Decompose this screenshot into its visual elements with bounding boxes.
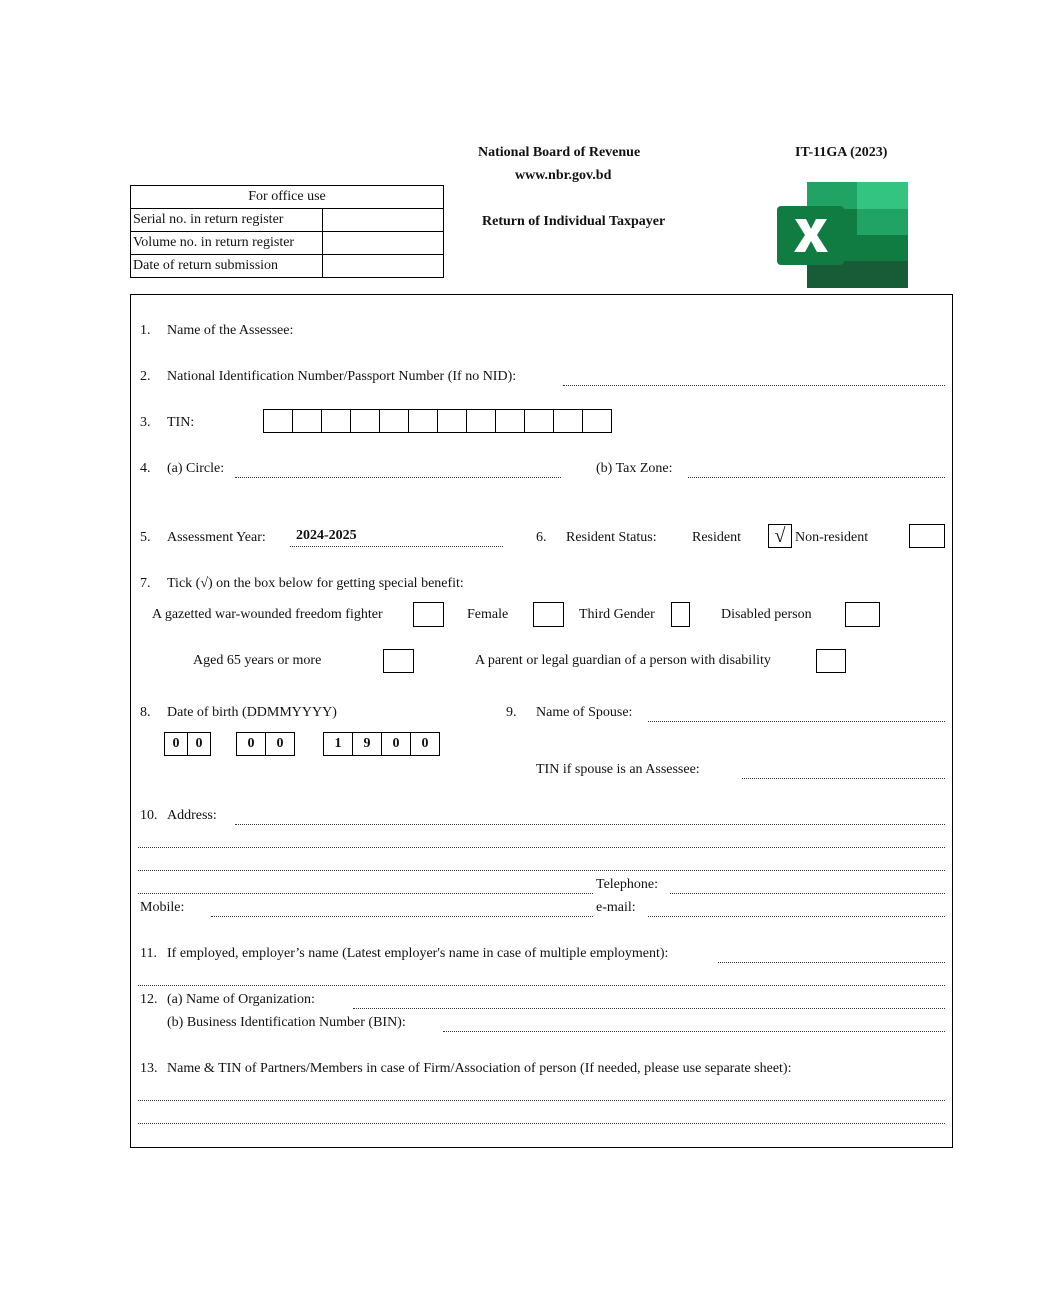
organization-name-label: (a) Name of Organization: — [167, 992, 315, 1007]
tax-zone-field[interactable] — [688, 477, 945, 478]
email-field[interactable] — [648, 916, 945, 917]
dob-digit[interactable]: 0 — [164, 732, 188, 756]
agency-website: www.nbr.gov.bd — [515, 168, 612, 183]
organization-name-field[interactable] — [353, 1008, 945, 1009]
telephone-field[interactable] — [670, 893, 945, 894]
item-number: 8. — [140, 705, 151, 720]
address-field-line[interactable] — [235, 824, 945, 825]
dob-digit[interactable]: 0 — [187, 732, 211, 756]
tin-digit-box[interactable] — [466, 409, 496, 433]
guardian-checkbox[interactable] — [816, 649, 846, 673]
volume-no-label: Volume no. in return register — [131, 232, 323, 255]
tin-input-boxes[interactable] — [263, 409, 612, 433]
tin-digit-box[interactable] — [292, 409, 322, 433]
item-number: 2. — [140, 369, 151, 384]
form-title: Return of Individual Taxpayer — [482, 214, 666, 229]
tin-digit-box[interactable] — [582, 409, 612, 433]
resident-checkbox[interactable]: √ — [768, 524, 792, 548]
excel-icon — [777, 182, 908, 288]
special-benefit-label: Tick (√) on the box below for getting special benefit: — [167, 576, 464, 591]
email-label: e-mail: — [596, 900, 636, 915]
item-number: 4. — [140, 461, 151, 476]
aged-65-label: Aged 65 years or more — [193, 653, 322, 668]
nid-field[interactable] — [563, 385, 945, 386]
volume-no-field[interactable] — [323, 232, 444, 255]
tin-digit-box[interactable] — [437, 409, 467, 433]
disabled-person-label: Disabled person — [721, 607, 812, 622]
bin-field[interactable] — [443, 1031, 945, 1032]
assessee-name-label: Name of the Assessee: — [167, 323, 294, 338]
dob-digit[interactable]: 0 — [381, 732, 411, 756]
female-label: Female — [467, 607, 509, 622]
tin-digit-box[interactable] — [379, 409, 409, 433]
mobile-label: Mobile: — [140, 900, 185, 915]
tax-zone-label: (b) Tax Zone: — [596, 461, 673, 476]
item-number: 7. — [140, 576, 151, 591]
serial-no-field[interactable] — [323, 209, 444, 232]
telephone-label: Telephone: — [596, 877, 658, 892]
assessment-year-field[interactable] — [290, 546, 503, 547]
tin-digit-box[interactable] — [553, 409, 583, 433]
item-number: 12. — [140, 992, 158, 1007]
form-code: IT-11GA (2023) — [795, 145, 888, 160]
assessment-year-value: 2024-2025 — [296, 528, 357, 543]
address-field-line[interactable] — [138, 893, 593, 894]
tin-digit-box[interactable] — [350, 409, 380, 433]
circle-field[interactable] — [235, 477, 561, 478]
dob-month-boxes[interactable] — [236, 732, 295, 756]
dob-digit[interactable]: 9 — [352, 732, 382, 756]
partners-field-line[interactable] — [138, 1100, 945, 1101]
item-number: 10. — [140, 808, 158, 823]
tin-digit-box[interactable] — [263, 409, 293, 433]
tin-digit-box[interactable] — [321, 409, 351, 433]
item-number: 6. — [536, 530, 547, 545]
dob-digit[interactable]: 0 — [410, 732, 440, 756]
tin-digit-box[interactable] — [495, 409, 525, 433]
agency-name: National Board of Revenue — [478, 145, 641, 160]
item-number: 3. — [140, 415, 151, 430]
tin-digit-box[interactable] — [408, 409, 438, 433]
nonresident-checkbox[interactable] — [909, 524, 945, 548]
item-number: 11. — [140, 946, 157, 961]
tin-digit-box[interactable] — [524, 409, 554, 433]
address-field-line[interactable] — [138, 870, 945, 871]
office-use-table — [130, 185, 444, 278]
item-number: 5. — [140, 530, 151, 545]
assessment-year-label: Assessment Year: — [167, 530, 266, 545]
item-number: 9. — [506, 705, 517, 720]
item-number: 1. — [140, 323, 151, 338]
spouse-tin-field[interactable] — [742, 778, 945, 779]
dob-year-boxes[interactable] — [323, 732, 440, 756]
serial-no-label: Serial no. in return register — [131, 209, 323, 232]
dob-digit[interactable]: 0 — [265, 732, 295, 756]
partners-field-line[interactable] — [138, 1123, 945, 1124]
dob-digit[interactable]: 0 — [236, 732, 266, 756]
partners-label: Name & TIN of Partners/Members in case of Firm/Association of person (If needed, please use separate sheet): — [167, 1061, 792, 1076]
mobile-field[interactable] — [211, 916, 593, 917]
item-number: 13. — [140, 1061, 158, 1076]
dob-label: Date of birth (DDMMYYYY) — [167, 705, 337, 720]
address-label: Address: — [167, 808, 217, 823]
employer-name-field[interactable] — [718, 962, 945, 963]
freedom-fighter-checkbox[interactable] — [413, 602, 444, 627]
female-checkbox[interactable] — [533, 602, 564, 627]
spouse-tin-label: TIN if spouse is an Assessee: — [536, 762, 700, 777]
tin-label: TIN: — [167, 415, 195, 430]
dob-digit[interactable]: 1 — [323, 732, 353, 756]
address-field-line[interactable] — [138, 847, 945, 848]
aged-65-checkbox[interactable] — [383, 649, 414, 673]
nid-label: National Identification Number/Passport Number (If no NID): — [167, 369, 517, 384]
third-gender-checkbox[interactable] — [671, 602, 690, 627]
employer-name-label: If employed, employer’s name (Latest employer's name in case of multiple employment): — [167, 946, 669, 961]
spouse-name-field[interactable] — [648, 721, 945, 722]
nonresident-option-label: Non-resident — [795, 530, 869, 545]
bin-label: (b) Business Identification Number (BIN): — [167, 1015, 406, 1030]
freedom-fighter-label: A gazetted war-wounded freedom fighter — [152, 607, 383, 622]
employer-name-field-line[interactable] — [138, 985, 945, 986]
submission-date-field[interactable] — [323, 255, 444, 278]
resident-option-label: Resident — [692, 530, 741, 545]
resident-status-label: Resident Status: — [566, 530, 657, 545]
circle-label: (a) Circle: — [167, 461, 225, 476]
office-use-title: For office use — [131, 186, 444, 209]
disabled-person-checkbox[interactable] — [845, 602, 880, 627]
dob-day-boxes[interactable] — [164, 732, 211, 756]
submission-date-label: Date of return submission — [131, 255, 323, 278]
guardian-label: A parent or legal guardian of a person with disability — [475, 653, 771, 668]
spouse-name-label: Name of Spouse: — [536, 705, 633, 720]
third-gender-label: Third Gender — [579, 607, 655, 622]
